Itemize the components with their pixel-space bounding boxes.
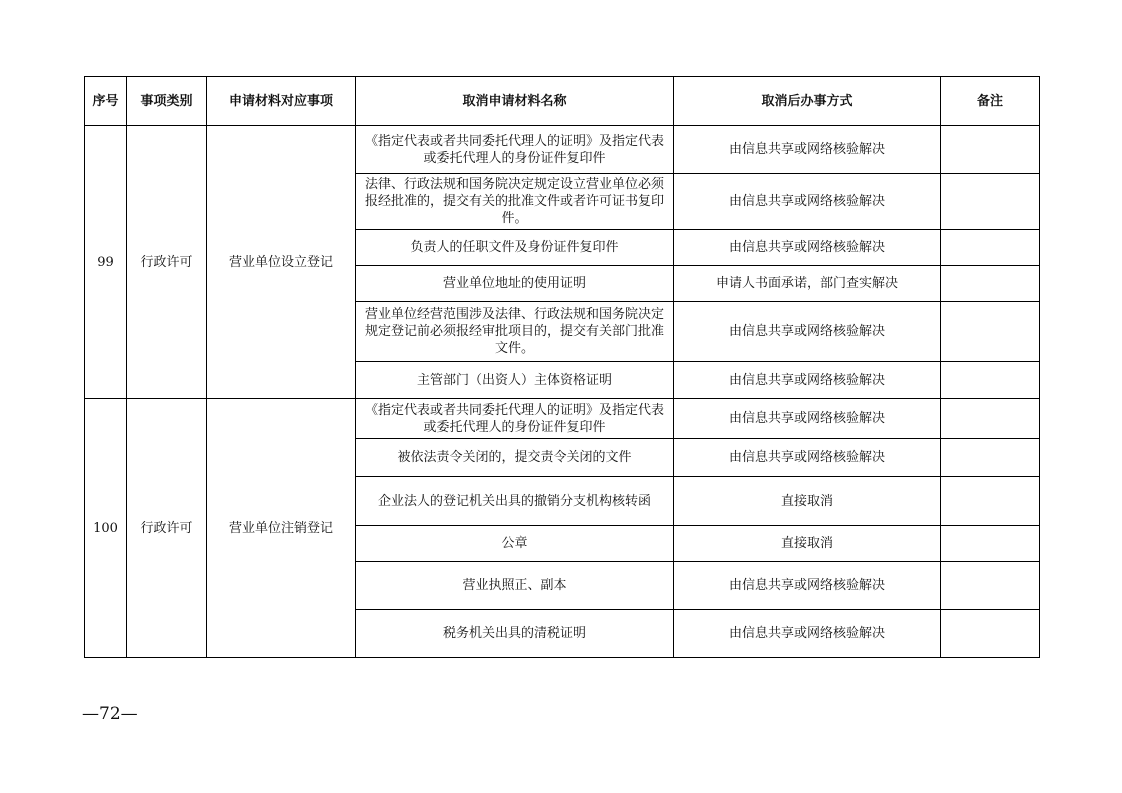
matter-cell: 营业单位注销登记 bbox=[207, 399, 356, 658]
remark-cell bbox=[941, 439, 1040, 477]
method-cell: 由信息共享或网络核验解决 bbox=[674, 362, 941, 399]
method-cell: 直接取消 bbox=[674, 526, 941, 562]
seq-cell: 99 bbox=[85, 126, 127, 399]
page-number: —72— bbox=[82, 704, 138, 724]
method-cell: 由信息共享或网络核验解决 bbox=[674, 230, 941, 266]
material-cell: 税务机关出具的清税证明 bbox=[356, 610, 674, 658]
material-cell: 负责人的任职文件及身份证件复印件 bbox=[356, 230, 674, 266]
method-cell: 由信息共享或网络核验解决 bbox=[674, 439, 941, 477]
table-row bbox=[85, 126, 1040, 174]
material-cell: 营业单位地址的使用证明 bbox=[356, 266, 674, 302]
method-cell: 由信息共享或网络核验解决 bbox=[674, 399, 941, 439]
header-seq: 序号 bbox=[85, 77, 127, 126]
remark-cell bbox=[941, 230, 1040, 266]
category-cell: 行政许可 bbox=[127, 399, 207, 658]
remark-cell bbox=[941, 526, 1040, 562]
remark-cell bbox=[941, 126, 1040, 174]
header-row bbox=[85, 77, 1040, 126]
category-cell: 行政许可 bbox=[127, 126, 207, 399]
remark-cell bbox=[941, 610, 1040, 658]
material-cell: 企业法人的登记机关出具的撤销分支机构核转函 bbox=[356, 477, 674, 526]
header-matter: 申请材料对应事项 bbox=[207, 77, 356, 126]
matter-cell: 营业单位设立登记 bbox=[207, 126, 356, 399]
remark-cell bbox=[941, 362, 1040, 399]
method-cell: 申请人书面承诺，部门查实解决 bbox=[674, 266, 941, 302]
material-cell: 《指定代表或者共同委托代理人的证明》及指定代表或委托代理人的身份证件复印件 bbox=[356, 126, 674, 174]
remark-cell bbox=[941, 266, 1040, 302]
method-cell: 由信息共享或网络核验解决 bbox=[674, 126, 941, 174]
header-method: 取消后办事方式 bbox=[674, 77, 941, 126]
method-cell: 由信息共享或网络核验解决 bbox=[674, 174, 941, 230]
method-cell: 由信息共享或网络核验解决 bbox=[674, 610, 941, 658]
remark-cell bbox=[941, 399, 1040, 439]
material-cell: 公章 bbox=[356, 526, 674, 562]
material-cell: 被依法责令关闭的，提交责令关闭的文件 bbox=[356, 439, 674, 477]
method-cell: 由信息共享或网络核验解决 bbox=[674, 302, 941, 362]
material-cell: 营业执照正、副本 bbox=[356, 562, 674, 610]
material-cell: 营业单位经营范围涉及法律、行政法规和国务院决定规定登记前必须报经审批项目的，提交有关部门批准文件。 bbox=[356, 302, 674, 362]
header-remark: 备注 bbox=[941, 77, 1040, 126]
materials-table bbox=[84, 76, 1040, 658]
remark-cell bbox=[941, 477, 1040, 526]
material-cell: 主管部门（出资人）主体资格证明 bbox=[356, 362, 674, 399]
material-cell: 《指定代表或者共同委托代理人的证明》及指定代表或委托代理人的身份证件复印件 bbox=[356, 399, 674, 439]
header-material: 取消申请材料名称 bbox=[356, 77, 674, 126]
remark-cell bbox=[941, 302, 1040, 362]
remark-cell bbox=[941, 174, 1040, 230]
remark-cell bbox=[941, 562, 1040, 610]
method-cell: 由信息共享或网络核验解决 bbox=[674, 562, 941, 610]
table-row bbox=[85, 399, 1040, 439]
header-category: 事项类别 bbox=[127, 77, 207, 126]
material-cell: 法律、行政法规和国务院决定规定设立营业单位必须报经批准的，提交有关的批准文件或者许可证书复印件。 bbox=[356, 174, 674, 230]
method-cell: 直接取消 bbox=[674, 477, 941, 526]
seq-cell: 100 bbox=[85, 399, 127, 658]
